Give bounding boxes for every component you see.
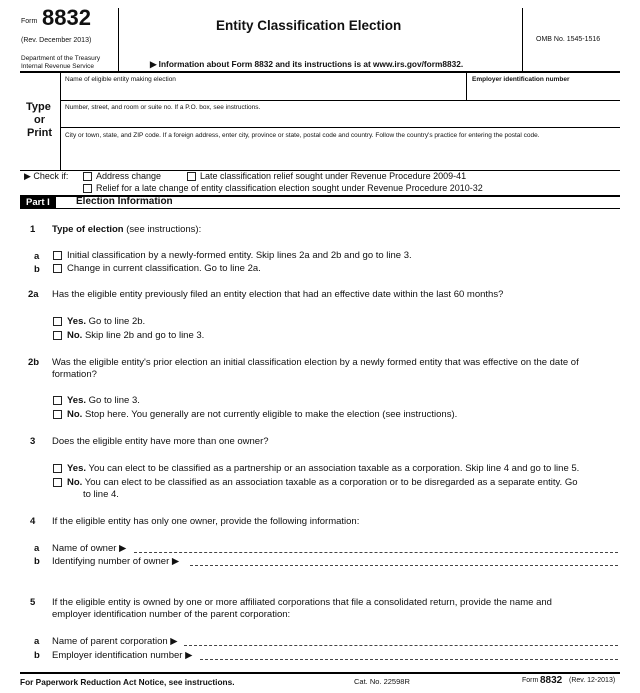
q2a-yes-checkbox[interactable] [53,317,62,326]
q3-yes-label [67,463,579,474]
dept-line-1: Department of the Treasury [21,55,101,62]
late-change-label: Relief for a late change of entity classification election sought under Revenue Procedure 2010-32 [96,183,483,193]
form-prefix: Form [21,18,38,25]
or-label: or [34,114,45,126]
q2a-no-checkbox[interactable] [53,331,62,340]
q1a-text: Initial classification by a newly-formed entity. Skip lines 2a and 2b and go to line 3. [67,250,412,261]
q2a-no-bold: No. [67,330,83,341]
q2b-text-2: formation? [52,369,97,380]
ein-label: Employer identification number [472,76,570,83]
print-label: Print [27,127,53,139]
footer-form-number: 8832 [540,675,563,686]
q3-text: Does the eligible entity have more than one owner? [52,436,269,447]
q5-text-2: employer identification number of the parent corporation: [52,609,291,620]
form-title: Entity Classification Election [216,18,402,33]
q1-text [52,224,201,235]
footer-revision: (Rev. 12-2013) [569,677,616,684]
q2b-yes-bold: Yes. [67,395,87,406]
q4-text: If the eligible entity has only one owner, provide the following information: [52,516,360,527]
q2b-number: 2b [28,357,40,368]
q2b-text-1: Was the eligible entity's prior election an initial classification election by a newly formed entity that was effective on the date of [52,357,579,368]
q2a-no-label [67,330,204,341]
q3-no-bold: No. [67,477,83,488]
city-label: City or town, state, and ZIP code. If a foreign address, enter city, province or state, postal code and country. Follow the country's practice for entering the postal code. [65,132,540,139]
check-if-lead: ▶ Check if: [24,171,69,181]
q2b-yes-label [67,395,140,406]
q5-text-1: If the eligible entity is owned by one or more affiliated corporations that file a consolidated return, provide the name and [52,597,552,608]
q4a-label: Name of owner ▶ [52,543,127,554]
part-title: Election Information [76,196,173,207]
q5a-letter: a [34,636,40,647]
q2b-no-bold: No. [67,409,83,420]
q3-yes-checkbox[interactable] [53,464,62,473]
q2a-number: 2a [28,289,39,300]
q2b-yes-rest: Go to line 3. [86,395,140,406]
form-number: 8832 [42,5,91,30]
q3-no-rest-1: You can elect to be classified as an association taxable as a corporation or to be disregarded as a separate entity. Go [82,477,578,488]
q3-no-checkbox[interactable] [53,478,62,487]
q2a-yes-bold: Yes. [67,316,87,327]
q2a-yes-label [67,316,145,327]
q3-yes-rest: You can elect to be classified as a partnership or an association taxable as a corporation. Skip line 4 and go to line 5. [86,463,580,474]
q2b-no-checkbox[interactable] [53,410,62,419]
q3-yes-bold: Yes. [67,463,87,474]
q1b-letter: b [34,264,40,275]
type-label: Type [26,101,51,113]
q2b-yes-checkbox[interactable] [53,396,62,405]
owner-name-input[interactable] [134,552,618,553]
q2a-no-rest: Skip line 2b and go to line 3. [82,330,205,341]
q3-number: 3 [30,436,36,447]
q1b-checkbox[interactable] [53,264,62,273]
parent-name-input[interactable] [184,645,618,646]
q4a-letter: a [34,543,40,554]
q1a-checkbox[interactable] [53,251,62,260]
q5b-letter: b [34,650,40,661]
q4b-letter: b [34,556,40,567]
q2a-text: Has the eligible entity previously filed an entity election that had an effective date within the last 60 months? [52,289,504,300]
info-line: ▶ Information about Form 8832 and its instructions is at www.irs.gov/form8832. [150,59,464,69]
q1b-text: Change in current classification. Go to line 2a. [67,263,261,274]
revision-date: (Rev. December 2013) [21,37,92,44]
q1-number: 1 [30,224,36,235]
cat-number: Cat. No. 22598R [354,677,410,686]
parent-ein-input[interactable] [200,659,618,660]
q4-number: 4 [30,516,36,527]
part-label: Part I [20,196,56,209]
dept-line-2: Internal Revenue Service [21,63,94,70]
q2b-no-label [67,409,457,420]
q5a-label: Name of parent corporation ▶ [52,636,178,647]
q3-no-label [67,477,578,488]
paperwork-notice: For Paperwork Reduction Act Notice, see instructions. [20,677,235,687]
late-change-checkbox[interactable] [83,184,92,193]
q3-no-rest-2: to line 4. [83,489,119,500]
q4b-label: Identifying number of owner ▶ [52,556,180,567]
late-relief-label: Late classification relief sought under Revenue Procedure 2009-41 [200,171,467,181]
late-relief-checkbox[interactable] [187,172,196,181]
q1-text-bold: Type of election [52,224,124,235]
footer-form-prefix: Form [522,677,539,684]
q2a-yes-rest: Go to line 2b. [86,316,146,327]
address-change-label: Address change [96,171,162,181]
owner-id-input[interactable] [190,565,618,566]
address-change-checkbox[interactable] [83,172,92,181]
q5b-label: Employer identification number ▶ [52,650,193,661]
q1-text-rest: (see instructions): [123,224,202,235]
q5-number: 5 [30,597,36,608]
omb-number: OMB No. 1545-1516 [536,36,601,43]
entity-name-label: Name of eligible entity making election [65,76,176,83]
q1a-letter: a [34,251,40,262]
q2b-no-rest: Stop here. You generally are not currently eligible to make the election (see instructions). [82,409,458,420]
street-label: Number, street, and room or suite no. If a P.O. box, see instructions. [65,104,261,111]
